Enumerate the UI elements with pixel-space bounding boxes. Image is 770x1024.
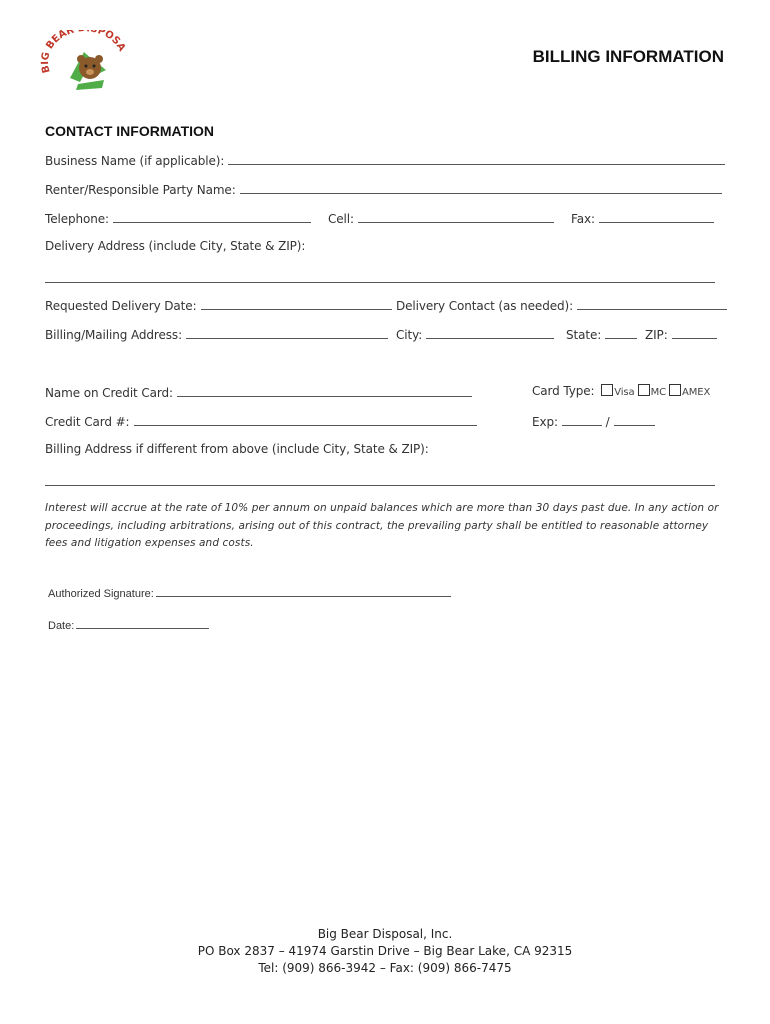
fax-field (571, 210, 714, 226)
delivery-contact-input[interactable] (577, 297, 727, 310)
footer-phones: Tel: (909) 866-3942 – Fax: (909) 866-7475 (258, 961, 512, 975)
city-label: City: (396, 328, 423, 342)
telephone-input[interactable] (113, 210, 311, 223)
cell-label: Cell: (328, 212, 354, 226)
card-number-field (45, 413, 477, 429)
telephone-label: Telephone: (45, 212, 109, 226)
delivery-contact-field (396, 297, 727, 313)
renter-input[interactable] (240, 181, 722, 194)
signature-input[interactable] (156, 586, 451, 597)
signature-label: Authorized Signature: (48, 588, 154, 600)
billing-address-field (45, 326, 388, 342)
billing-address-label: Billing/Mailing Address: (45, 328, 183, 342)
footer-address: PO Box 2837 – 41974 Garstin Drive – Big Bear Lake, CA 92315 (197, 944, 573, 958)
company-logo (40, 30, 130, 92)
business-name-field (45, 152, 725, 168)
cell-input[interactable] (358, 210, 554, 223)
state-label: State: (566, 328, 602, 342)
delivery-date-field (45, 297, 392, 313)
billing-address-input[interactable] (186, 326, 388, 339)
state-field (566, 326, 637, 342)
exp-year-input[interactable] (614, 413, 655, 426)
date-input[interactable] (76, 618, 209, 629)
exp-label: Exp: (532, 415, 558, 429)
interest-notice: Interest will accrue at the rate of 10% per annum on unpaid balances which are more than 30 days past due. In any action or proceedings, including arbitrations, arising out of this contract, the prevailing party shall be entitled to reasonable attorney fees and litigation expenses and costs. (45, 502, 719, 549)
city-field (396, 326, 554, 342)
zip-field (645, 326, 717, 342)
exp-month-input[interactable] (562, 413, 602, 426)
renter-field (45, 181, 722, 197)
card-name-input[interactable] (177, 384, 472, 397)
business-name-label: Business Name (if applicable): (45, 154, 225, 168)
fax-input[interactable] (599, 210, 714, 223)
card-name-label: Name on Credit Card: (45, 386, 173, 400)
visa-option-label: Visa (614, 387, 635, 398)
delivery-address-input[interactable] (45, 282, 715, 283)
exp-separator: / (605, 415, 610, 429)
mc-option-label: MC (650, 387, 666, 398)
amex-option-label: AMEX (681, 387, 711, 398)
card-name-field (45, 384, 472, 400)
delivery-date-label: Requested Delivery Date: (45, 299, 197, 313)
amex-checkbox[interactable] (669, 384, 681, 396)
renter-label: Renter/Responsible Party Name: (45, 183, 236, 197)
card-number-input[interactable] (134, 413, 477, 426)
footer-company: Big Bear Disposal, Inc. (317, 927, 453, 941)
section-heading-contact: CONTACT INFORMATION (45, 123, 215, 139)
cell-field (328, 210, 554, 226)
delivery-contact-label: Delivery Contact (as needed): (396, 299, 574, 313)
business-name-input[interactable] (228, 152, 725, 165)
delivery-date-input[interactable] (201, 297, 392, 310)
fax-label: Fax: (571, 212, 595, 226)
exp-field (532, 413, 655, 429)
page-title: BILLING INFORMATION (532, 47, 724, 66)
state-input[interactable] (605, 326, 637, 339)
date-label: Date: (48, 620, 75, 632)
delivery-address-label: Delivery Address (include City, State & ZIP): (45, 239, 306, 253)
visa-checkbox[interactable] (601, 384, 613, 396)
alt-billing-address-input[interactable] (45, 485, 715, 486)
mc-checkbox[interactable] (638, 384, 650, 396)
alt-billing-address-label: Billing Address if different from above (include City, State & ZIP): (45, 442, 429, 456)
zip-input[interactable] (672, 326, 717, 339)
card-type-label: Card Type: (532, 384, 595, 398)
city-input[interactable] (426, 326, 554, 339)
signature-field (48, 586, 451, 600)
card-number-label: Credit Card #: (45, 415, 130, 429)
telephone-field (45, 210, 311, 226)
date-field (48, 618, 209, 632)
zip-label: ZIP: (645, 328, 668, 342)
card-type-field (532, 384, 710, 398)
logo-text: BIG BEAR POSA (40, 30, 128, 75)
